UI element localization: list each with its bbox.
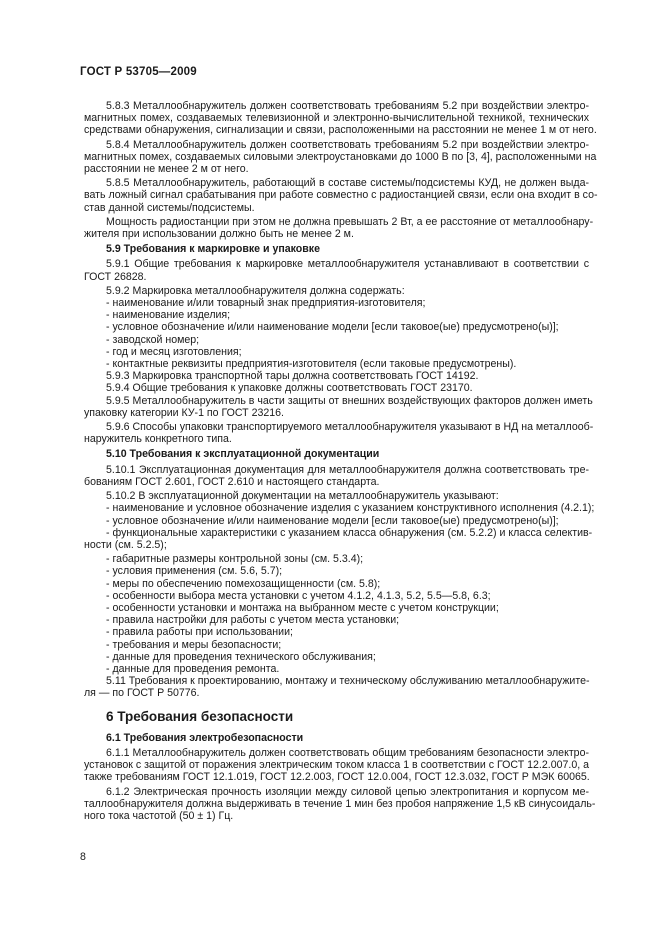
paragraph-line: жителя при использовании должно быть не менее 2 м. (84, 228, 354, 241)
list-item: 5.9.4 Общие требования к упаковке должны соответствовать ГОСТ 23170. (106, 382, 473, 395)
page-number: 8 (80, 851, 86, 863)
paragraph-line: расстоянии не менее 2 м от него. (84, 163, 249, 176)
list-item: - заводской номер; (106, 333, 200, 346)
subsection-heading: 5.10 Требования к эксплуатационной документации (106, 448, 380, 461)
list-item: - особенности выбора места установки с учетом 4.1.2, 4.1.3, 5.2, 5.5—5.8, 6.3; (106, 589, 491, 602)
paragraph (84, 177, 598, 214)
paragraph-line: вать ложный сигнал срабатывания при работе совместно с радиостанцией связи, если она входит в со- (84, 189, 598, 202)
document-body (84, 100, 598, 824)
list-item: - габаритные размеры контрольной зоны (см. 5.3.4); (106, 553, 364, 566)
list-item: - правила настройки для работы с учетом места установки; (106, 614, 400, 627)
paragraph-line: магнитных помех, создаваемых телевизионной и электронно-вычислительной техникой, технических (84, 112, 589, 125)
paragraph-line: упаковку категории КУ-1 по ГОСТ 23216. (84, 406, 284, 419)
paragraph-line: 6.1.2 Электрическая прочность изоляции между силовой цепью электропитания и корпусом ме- (106, 785, 589, 798)
paragraph (84, 100, 597, 137)
list-item: - контактные реквизиты предприятия-изготовителя (если таковые предусмотрены). (106, 358, 517, 371)
paragraph-line: 5.8.3 Металлообнаружитель должен соответствовать требованиям 5.2 при воздействии электро- (106, 100, 589, 112)
paragraph-line: ности (см. 5.2.5); (84, 538, 167, 551)
paragraph-line: 5.11 Требования к проектированию, монтажу и техническому обслуживанию металлообнаружите- (106, 675, 590, 688)
paragraph-line: наружитель конкретного типа. (84, 433, 232, 446)
paragraph (84, 464, 589, 488)
paragraph-line: ного тока частотой (50 ± 1) Гц. (84, 809, 234, 822)
list-item: 5.9.2 Маркировка металлообнаружителя должна содержать: (106, 284, 405, 297)
list-item: 5.10.2 В эксплуатационной документации на металлообнаружитель указывают: (106, 490, 499, 503)
list-item: - наименование и/или товарный знак предприятия-изготовителя; (106, 297, 426, 310)
list-item: - год и месяц изготовления; (106, 345, 242, 358)
paragraph-line: бованиям ГОСТ 2.601, ГОСТ 2.610 и настоящего стандарта. (84, 475, 380, 488)
paragraph-line: 5.9.5 Металлообнаружитель в части защиты от внешних воздействующих факторов должен иметь (106, 394, 593, 407)
list-item: - данные для проведения технического обслуживания; (106, 650, 376, 663)
paragraph (84, 675, 589, 699)
list-item: - условное обозначение и/или наименование модели [если таковое(ые) предусмотрено(ы)]; (106, 514, 559, 527)
paragraph-line: средствами обнаружения, сигнализации и связи, расположенными на расстоянии не менее 1 м от него. (84, 124, 597, 137)
paragraph-line: таллообнаружителя должна выдерживать в течение 1 мин без пробоя напряжение 1,5 кВ синусоидаль- (84, 797, 596, 810)
paragraph-line: 6.1.1 Металлообнаружитель должен соответствовать общим требованиям безопасности электро- (106, 746, 589, 759)
paragraph-line: Мощность радиостанции при этом не должна превышать 2 Вт, а ее расстояние от металлообнару- (106, 215, 594, 228)
list-item: - наименование и условное обозначение изделия с указанием конструктивного исполнения (4.2.1); (106, 502, 595, 515)
paragraph-line: также требованиям ГОСТ 12.1.019, ГОСТ 12.2.003, ГОСТ 12.0.004, ГОСТ 12.3.032, ГОСТ Р МЭК 60065. (84, 771, 590, 784)
list-item: - наименование изделия; (106, 309, 231, 322)
subsection-heading: 6.1 Требования электробезопасности (106, 731, 304, 744)
paragraph (84, 258, 589, 282)
paragraph (84, 526, 593, 551)
list-item: - условное обозначение и/или наименование модели [если таковое(ые) предусмотрено(ы)]; (106, 321, 559, 334)
list-item: 5.9.3 Маркировка транспортной тары должна соответствовать ГОСТ 14192. (106, 370, 479, 383)
subsection-heading: 5.9 Требования к маркировке и упаковке (106, 243, 320, 256)
list-item: - данные для проведения ремонта. (106, 662, 280, 675)
paragraph-line: ля — по ГОСТ Р 50776. (84, 687, 200, 700)
paragraph-line: - функциональные характеристики с указанием класса обнаружения (см. 5.2.2) и класса селектив- (106, 526, 593, 539)
paragraph (84, 394, 593, 419)
list-item: - особенности установки и монтажа на выбранном месте с учетом конструкции; (106, 601, 499, 614)
paragraph (84, 215, 594, 241)
list-item: - меры по обеспечению помехозащищенности (см. 5.8); (106, 577, 381, 590)
paragraph-line: 5.8.4 Металлообнаружитель должен соответствовать требованиям 5.2 при воздействии электро- (106, 138, 589, 151)
paragraph (84, 785, 596, 823)
list-item: - правила работы при использовании; (106, 626, 293, 639)
paragraph-line: 5.9.6 Способы упаковки транспортируемого металлообнаружителя указывают в НД на металлооб- (106, 421, 594, 434)
list-item: - условия применения (см. 5.6, 5.7); (106, 565, 283, 578)
paragraph (84, 421, 594, 446)
paragraph-line: 5.8.5 Металлообнаружитель, работающий в составе системы/подсистемы КУД, не должен выда- (106, 177, 589, 190)
paragraph-line: став данной системы/подсистемы. (84, 201, 255, 214)
paragraph-line: 5.9.1 Общие требования к маркировке металлообнаружителя устанавливают в соответствии с (106, 258, 589, 271)
paragraph-line: ГОСТ 26828. (84, 270, 147, 283)
paragraph-line: установок с защитой от поражения электрическим током класса 1 в соответствии с ГОСТ 12.2.007.0, а (84, 759, 589, 772)
paragraph (84, 747, 589, 784)
list-item: - требования и меры безопасности; (106, 638, 282, 651)
paragraph (84, 138, 597, 176)
paragraph-line: 5.10.1 Эксплуатационная документация для металлообнаружителя должна соответствовать тре- (106, 463, 589, 476)
document-code-header: ГОСТ Р 53705—2009 (80, 66, 197, 78)
paragraph-line: магнитных помех, создаваемых силовыми электроустановками до 1000 В по [3, 4], расположенными на (84, 150, 597, 163)
section-heading: 6 Требования безопасности (106, 708, 294, 724)
